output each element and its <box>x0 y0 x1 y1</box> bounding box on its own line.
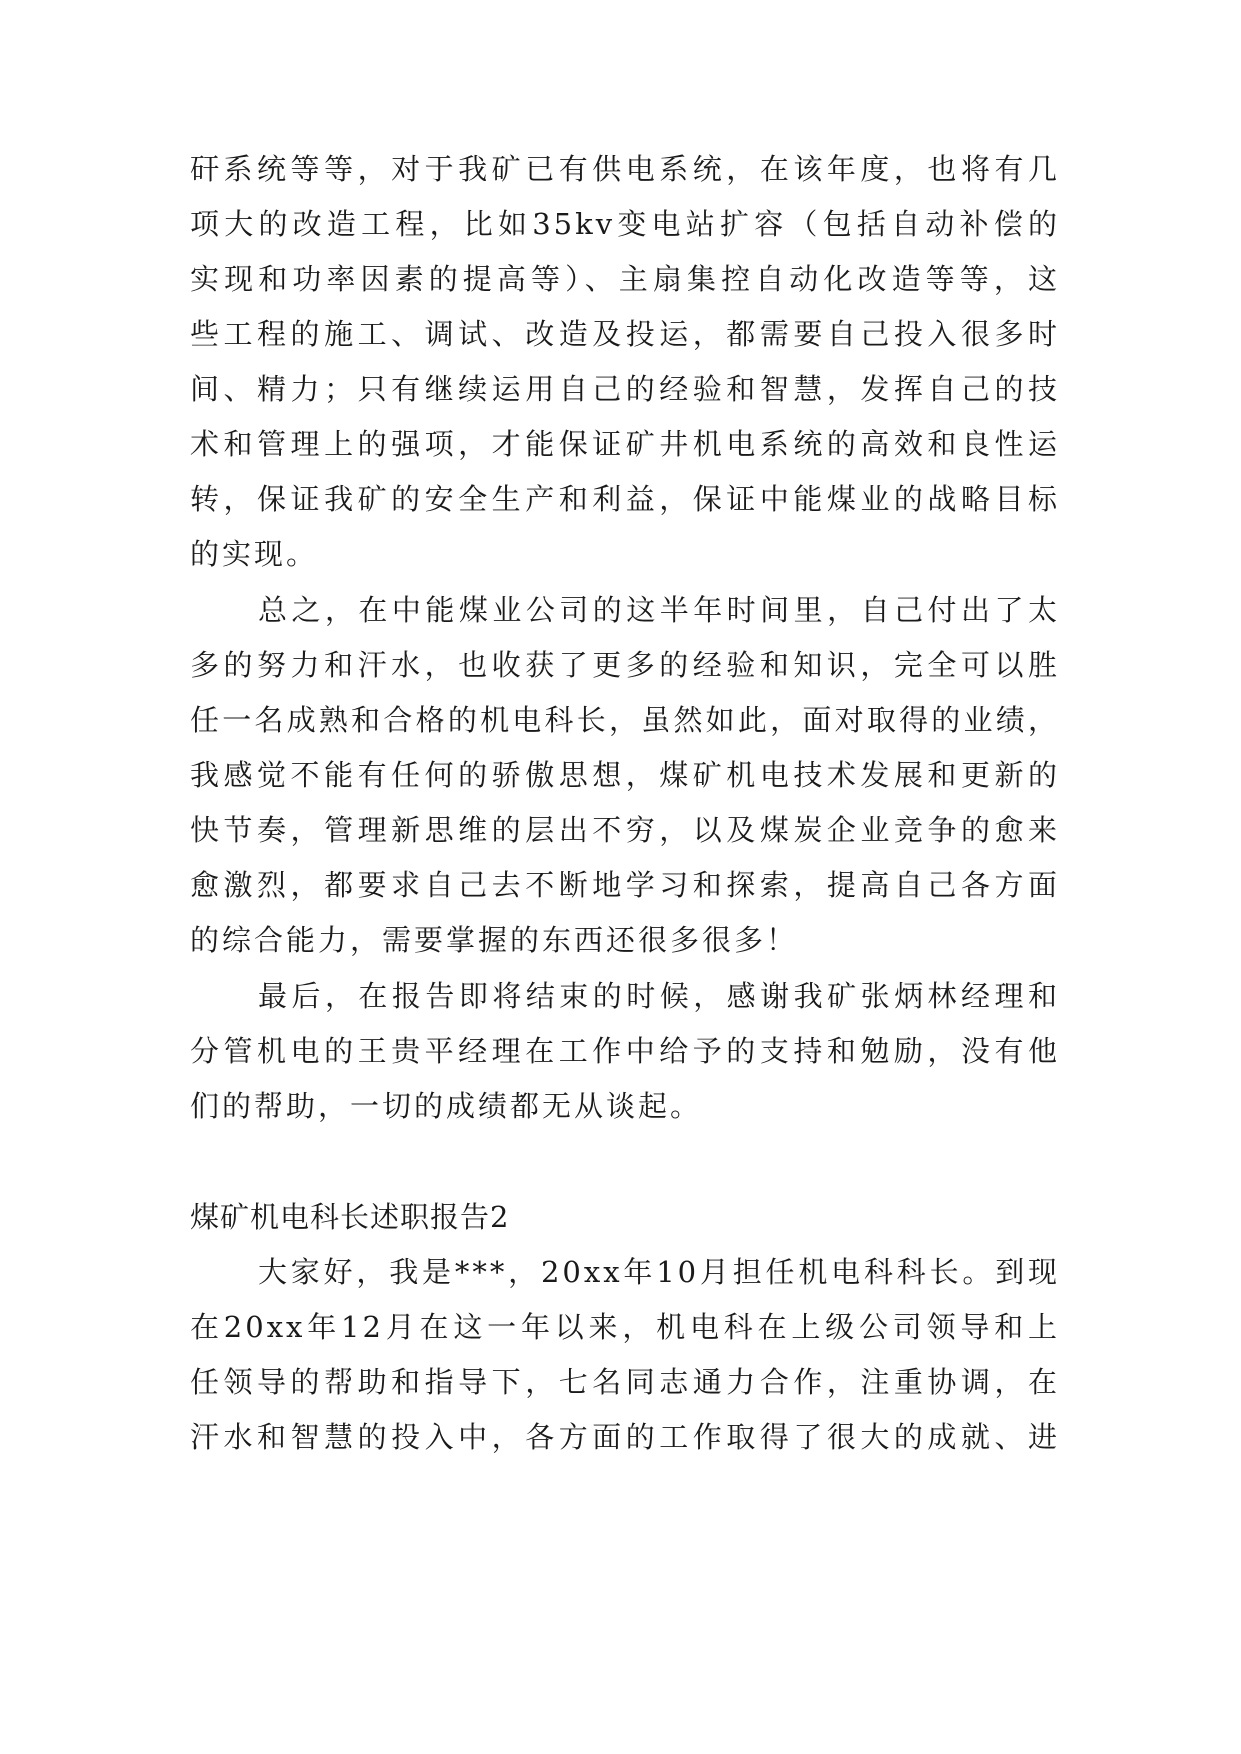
paragraph-line: 快节奏，管理新思维的层出不穷，以及煤炭企业竞争的愈来 <box>190 813 1060 847</box>
paragraph-line: 间、精力；只有继续运用自己的经验和智慧，发挥自己的技 <box>190 372 1060 406</box>
paragraph-line: 的综合能力，需要掌握的东西还很多很多！ <box>190 923 799 957</box>
paragraph-line: 汗水和智慧的投入中，各方面的工作取得了很大的成就、进 <box>190 1420 1060 1454</box>
paragraph-line: 大家好，我是***，20xx年10月担任机电科科长。到现 <box>258 1255 1060 1289</box>
paragraph-line: 任一名成熟和合格的机电科长，虽然如此，面对取得的业绩， <box>190 703 1060 737</box>
paragraph-line: 矸系统等等，对于我矿已有供电系统，在该年度，也将有几 <box>190 152 1060 186</box>
paragraph-line: 分管机电的王贵平经理在工作中给予的支持和勉励，没有他 <box>190 1034 1060 1068</box>
paragraph-line: 术和管理上的强项，才能保证矿井机电系统的高效和良性运 <box>190 427 1060 461</box>
paragraph-line: 最后，在报告即将结束的时候，感谢我矿张炳林经理和 <box>258 979 1060 1013</box>
paragraph-line: 项大的改造工程，比如35kv变电站扩容（包括自动补偿的 <box>190 207 1060 241</box>
paragraph-line: 任领导的帮助和指导下，七名同志通力合作，注重协调，在 <box>190 1365 1060 1399</box>
paragraph-line: 实现和功率因素的提高等）、主扇集控自动化改造等等，这 <box>190 262 1060 296</box>
paragraph-line: 们的帮助，一切的成绩都无从谈起。 <box>190 1089 703 1123</box>
paragraph-line: 我感觉不能有任何的骄傲思想，煤矿机电技术发展和更新的 <box>190 758 1060 792</box>
paragraph-line: 愈激烈，都要求自己去不断地学习和探索，提高自己各方面 <box>190 868 1060 902</box>
paragraph-line: 多的努力和汗水，也收获了更多的经验和知识，完全可以胜 <box>190 648 1060 682</box>
section-heading: 煤矿机电科长述职报告2 <box>190 1200 510 1234</box>
paragraph-line: 在20xx年12月在这一年以来，机电科在上级公司领导和上 <box>190 1310 1060 1344</box>
paragraph-line: 些工程的施工、调试、改造及投运，都需要自己投入很多时 <box>190 317 1060 351</box>
paragraph-line: 总之，在中能煤业公司的这半年时间里，自己付出了太 <box>258 593 1060 627</box>
paragraph-line: 的实现。 <box>190 537 319 571</box>
paragraph-line: 转，保证我矿的安全生产和利益，保证中能煤业的战略目标 <box>190 482 1060 516</box>
